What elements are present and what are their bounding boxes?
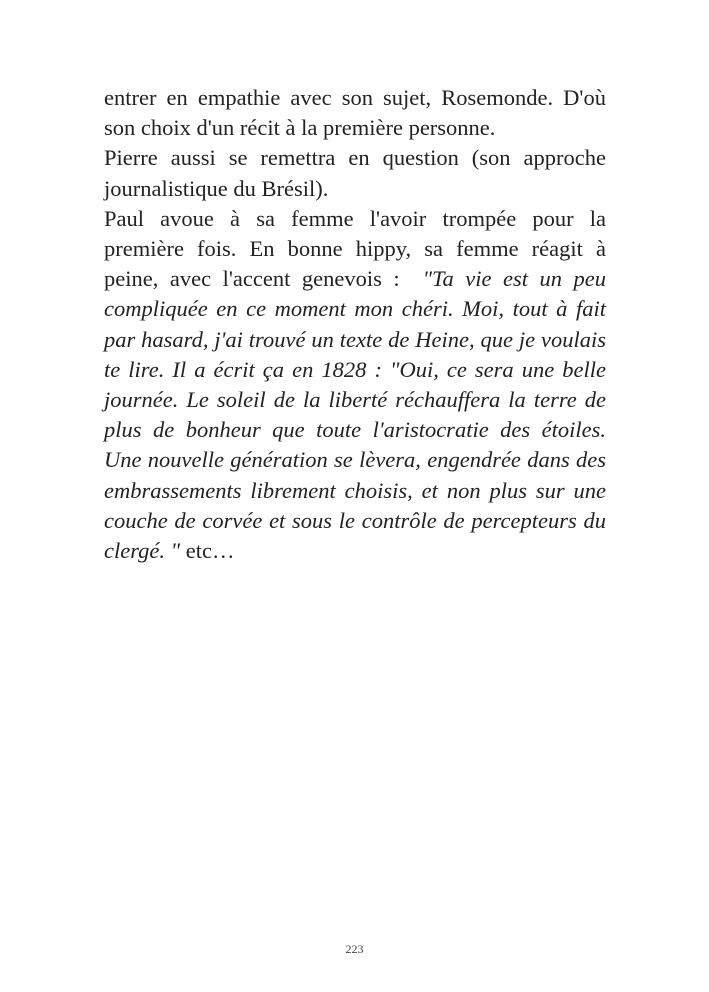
body-text — [104, 83, 606, 566]
paragraph-3-intro: Paul avoue à sa femme l'avoir trompée pour la première fois. En bonne hippy, sa femme réagit à peine, avec l'accent genevois : — [104, 205, 606, 292]
paragraph-3-outro: etc… — [180, 538, 235, 564]
heine-quote: "Ta vie est un peu compliquée en ce moment mon chéri. Moi, tout à fait par hasard, j'ai trouvé un texte de Heine, que je voulais te lire. Il a écrit ça en 1828 : "Oui, ce sera une belle journée. Le soleil de la liberté réchauffera la terre de plus de bonheur que toute l'aristocratie des étoiles. Une nouvelle génération se lèvera, engendrée dans des embrassements librement choisis, et non plus sur une couche de corvée et sous le contrôle de percepteurs du clergé. " — [104, 266, 606, 564]
paragraph-1: entrer en empathie avec son sujet, Rosemonde. D'où son choix d'un récit à la première personne. — [104, 85, 606, 141]
paragraph-3 — [104, 204, 606, 566]
page-number: 223 — [345, 942, 364, 956]
paragraph-2: Pierre aussi se remettra en question (son approche journalistique du Brésil). — [104, 145, 606, 201]
